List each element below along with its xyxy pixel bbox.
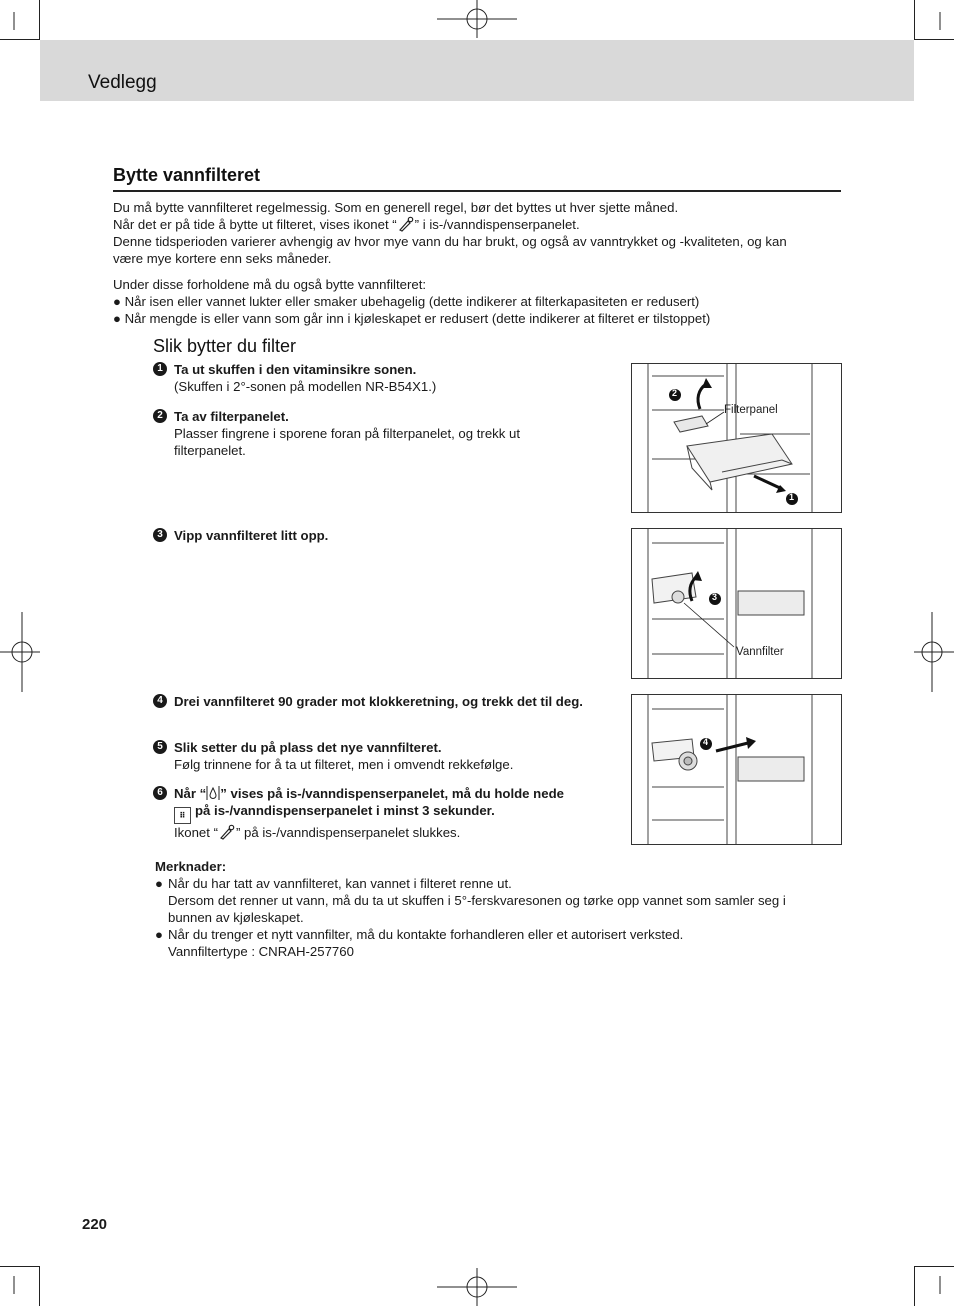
step-heading: Ta ut skuffen i den vitaminsikre sonen. <box>174 362 417 377</box>
section-title: Bytte vannfilteret <box>113 165 261 185</box>
step-text: Plasser fingrene i sporene foran på filterpanelet, og trekk ut filterpanelet. <box>174 426 521 458</box>
intro-line: Denne tidsperioden varierer avhengig av hvor mye vann du har brukt, og også av vanntrykket og -kvaliteten, og kan <box>113 234 787 249</box>
figure-remove-drawer <box>631 363 842 513</box>
figure-marker: 1 <box>789 492 795 502</box>
step-heading: ⠿ på is-/vanndispenserpanelet i minst 3 sekunder. <box>174 802 623 824</box>
step-1 <box>153 361 613 395</box>
step-number: 2 <box>153 409 167 423</box>
step-heading: Slik setter du på plass det nye vannfilteret. <box>174 740 442 755</box>
step-number: 4 <box>153 694 167 708</box>
step-number: 6 <box>153 786 167 800</box>
howto-title: Slik bytter du filter <box>153 336 297 356</box>
step-number: 3 <box>153 528 167 542</box>
intro-line: Når det er på tide å bytte ut filteret, vises ikonet “ ” i is-/vanndispenserpanelet. <box>113 217 580 232</box>
intro-line: være mye kortere enn seks måneder. <box>113 251 332 266</box>
fridge-filter-rotate-illustration <box>632 695 841 844</box>
step-number: 1 <box>153 362 167 376</box>
step-text: Ikonet “ ” på is-/vanndispenserpanelet slukkes. <box>174 825 461 840</box>
step-heading: Ta av filterpanelet. <box>174 409 289 424</box>
note-item: ● Når du har tatt av vannfilteret, kan vannet i filteret renne ut. Dersom det renner ut vann, må du ta ut skuffen i 5°-ferskvaresonen og tørke opp vannet som samler seg i bunnen av kjøleskapet. <box>155 876 786 925</box>
figure-marker: 4 <box>703 737 709 747</box>
section-rule <box>113 190 841 192</box>
step-5 <box>153 739 613 773</box>
intro-line: Du må bytte vannfilteret regelmessig. Som en generell regel, bør det byttes ut hver sjette måned. <box>113 200 679 215</box>
figure-marker: 2 <box>672 388 678 398</box>
note-item: ● Når du trenger et nytt vannfilter, må du kontakte forhandleren eller et autorisert verksted. Vannfiltertype : CNRAH-257760 <box>155 927 684 959</box>
step-text: (Skuffen i 2°-sonen på modellen NR-B54X1.) <box>174 379 437 394</box>
step-text: Følg trinnene for å ta ut filteret, men i omvendt rekkefølge. <box>174 757 514 772</box>
page-number: 220 <box>82 1216 108 1233</box>
water-drop-icon <box>206 785 220 801</box>
figure-label: Vannfilter <box>736 646 784 658</box>
step-2 <box>153 408 553 459</box>
figure-label: Filterpanel <box>724 404 778 416</box>
intro-paragraph <box>113 199 787 267</box>
conditions-lead: Under disse forholdene må du også bytte vannfilteret: <box>113 277 427 292</box>
dispenser-button-icon: ⠿ <box>174 807 191 824</box>
header-band <box>40 40 914 101</box>
step-heading: Vipp vannfilteret litt opp. <box>174 528 329 543</box>
figure-tilt-filter <box>631 528 842 679</box>
filter-replace-icon <box>218 824 236 840</box>
figure-rotate-filter <box>631 694 842 845</box>
step-heading: Drei vannfilteret 90 grader mot klokkeretning, og trekk det til deg. <box>174 694 583 709</box>
conditions <box>113 276 710 327</box>
step-number: 5 <box>153 740 167 754</box>
filter-replace-icon <box>397 216 415 232</box>
step-3 <box>153 527 613 544</box>
fridge-drawer-illustration <box>632 364 841 512</box>
step-4 <box>153 693 603 710</box>
step-6 <box>153 785 623 841</box>
condition-item: ● Når isen eller vannet lukter eller smaker ubehagelig (dette indikerer at filterkapasiteten er redusert) <box>113 294 700 309</box>
notes <box>155 858 845 960</box>
step-heading: Når “ ” vises på is-/vanndispenserpanelet, må du holde nede <box>174 786 564 801</box>
condition-item: ● Når mengde is eller vann som går inn i kjøleskapet er redusert (dette indikerer at filteret er tilstoppet) <box>113 311 711 326</box>
notes-title: Merknader: <box>155 859 227 874</box>
figure-marker: 3 <box>712 592 718 602</box>
chapter-title: Vedlegg <box>88 72 157 93</box>
